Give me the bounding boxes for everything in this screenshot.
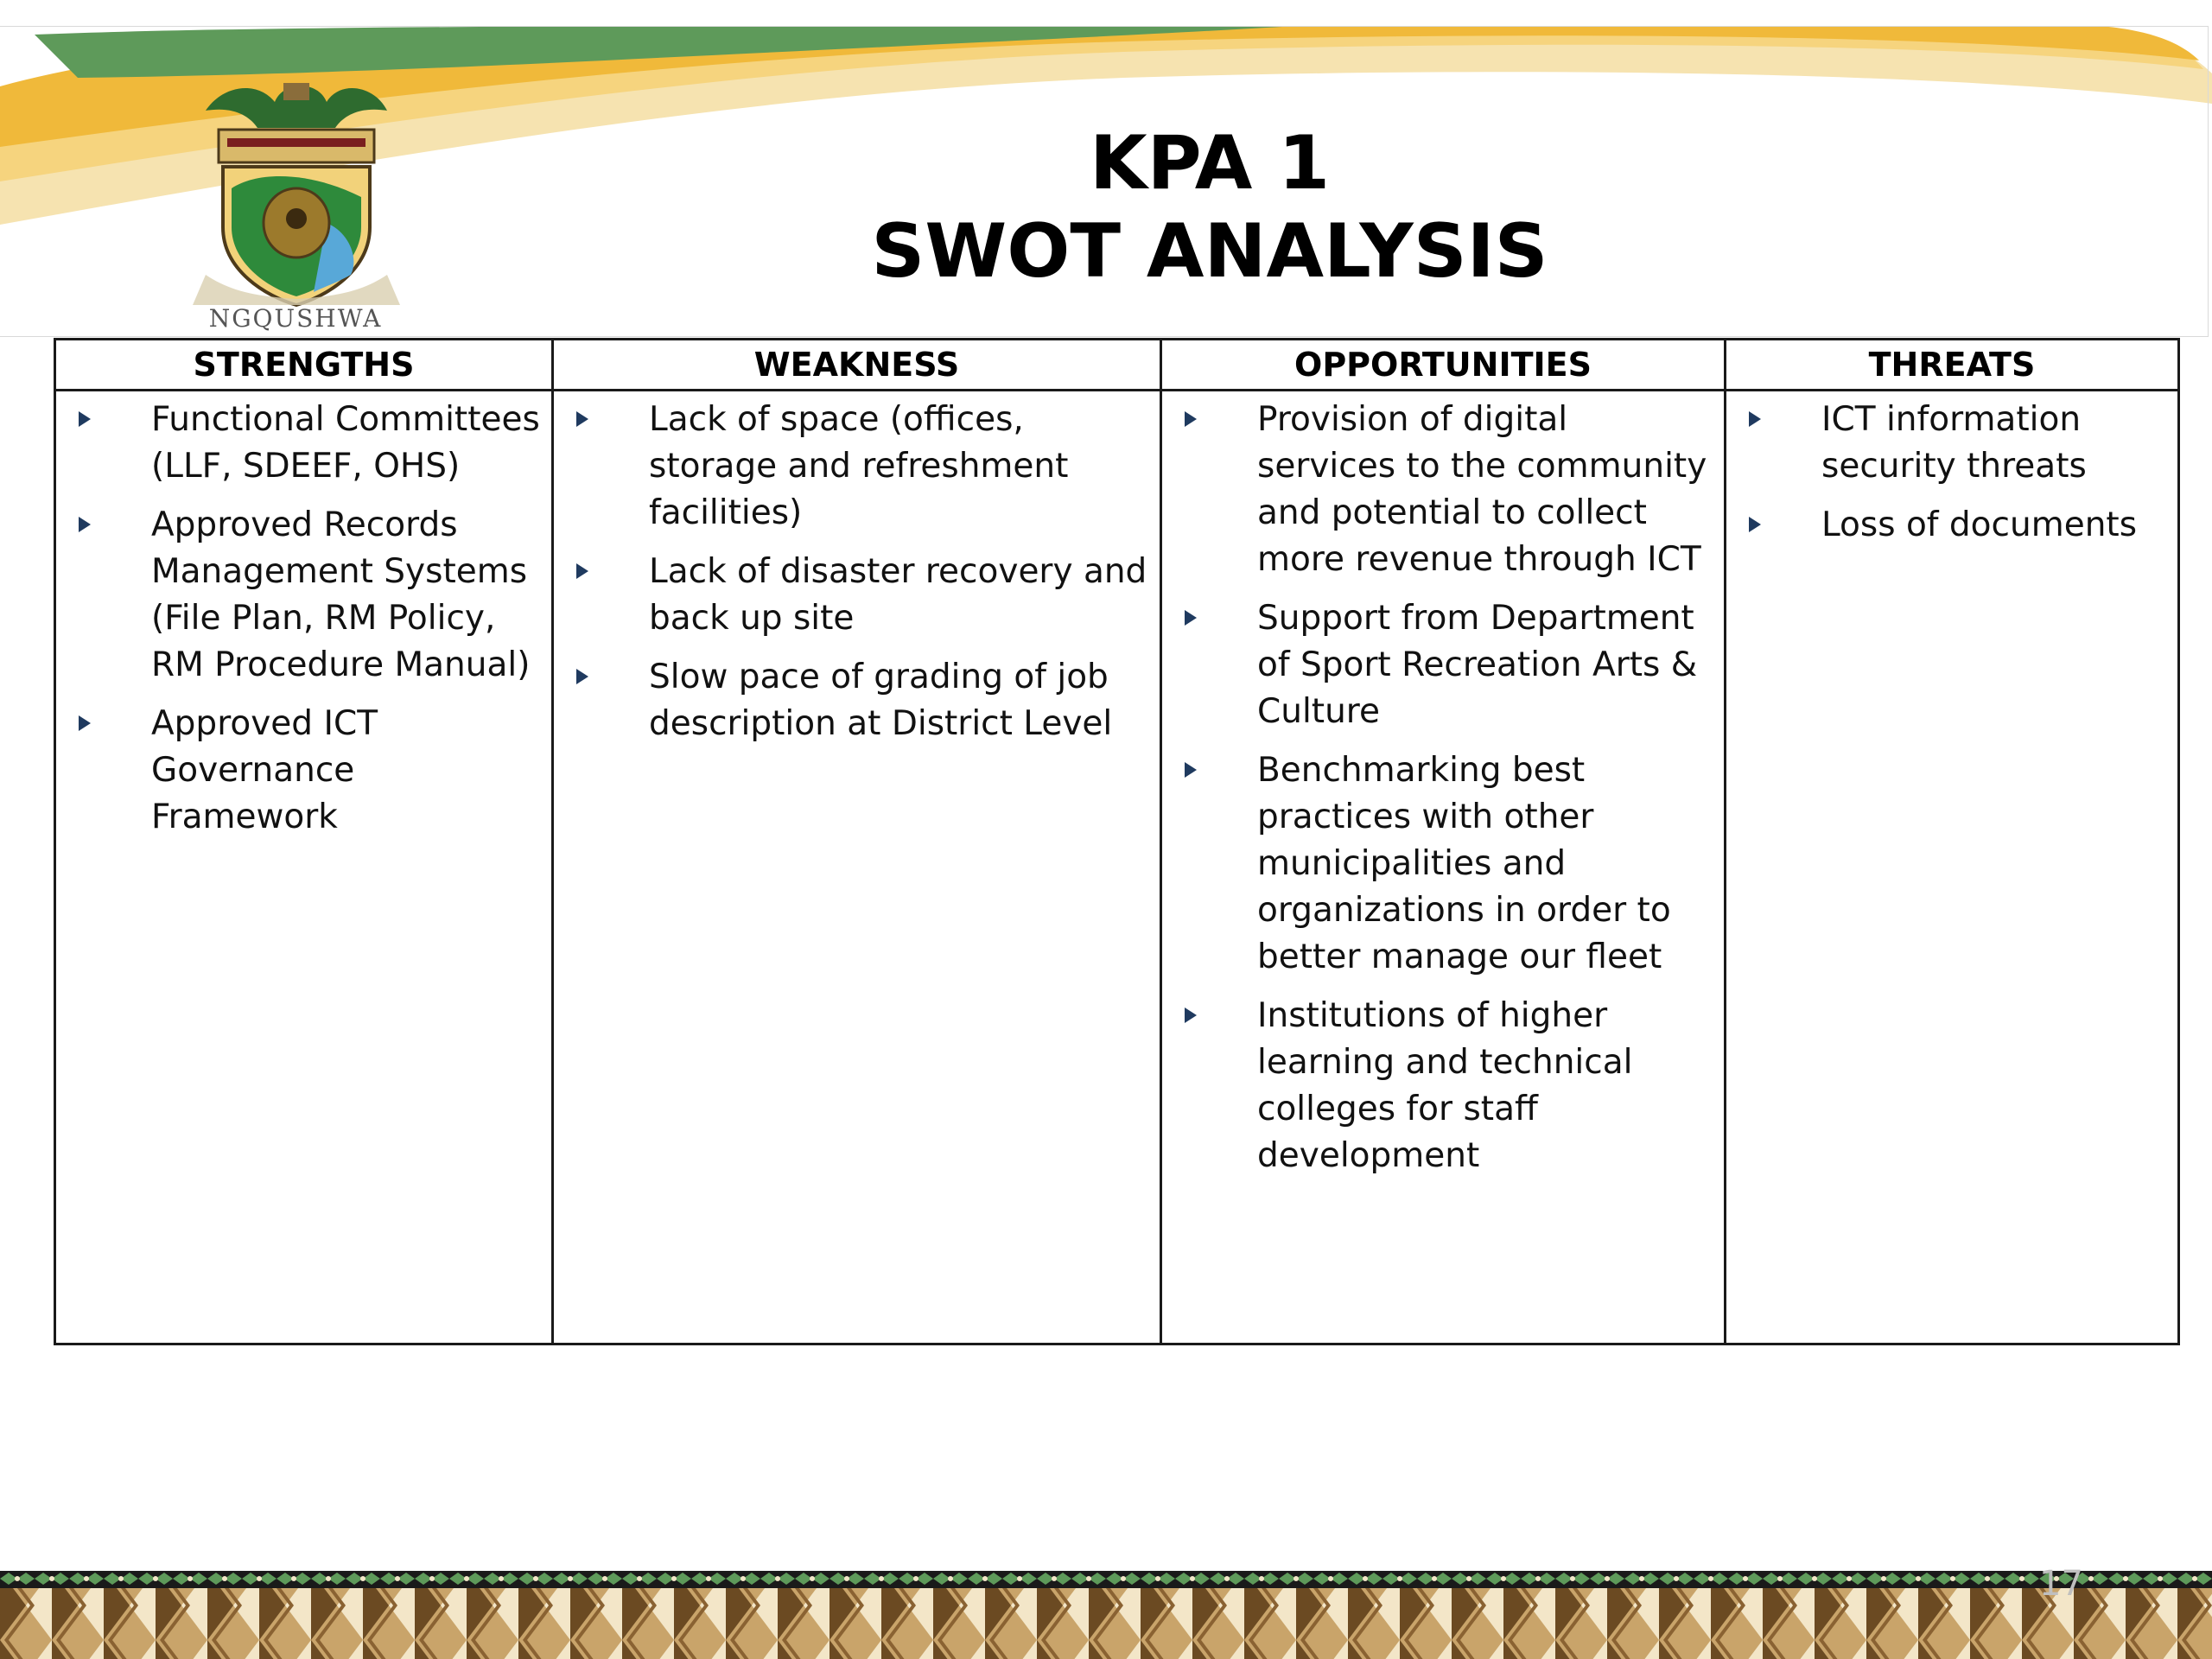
header-weakness: WEAKNESS (553, 340, 1161, 391)
weakness-cell (553, 391, 1161, 1344)
header-strengths: STRENGTHS (55, 340, 553, 391)
strengths-list (65, 397, 543, 841)
page-number-watermark: 17 (2039, 1564, 2083, 1604)
title-line-2: SWOT ANALYSIS (871, 208, 1548, 295)
bullet-arrow-icon (576, 669, 588, 684)
bullet-arrow-icon (79, 517, 91, 532)
bullet-arrow-icon (79, 715, 91, 731)
logo-wordmark: NGQUSHWA (208, 304, 383, 333)
bullet-arrow-icon (1185, 610, 1197, 626)
table-header-row (55, 340, 2179, 391)
bullet-arrow-icon (576, 563, 588, 579)
list-item (65, 502, 543, 689)
list-item-text: Slow pace of grading of job description at District Level (649, 658, 1113, 743)
list-item-text: Institutions of higher learning and technical colleges for staff development (1257, 996, 1633, 1175)
list-item (563, 654, 1151, 747)
weakness-list (563, 397, 1151, 747)
list-item (563, 397, 1151, 537)
list-item (65, 701, 543, 841)
bullet-arrow-icon (576, 411, 588, 427)
opportunities-list (1171, 397, 1715, 1179)
list-item (1171, 747, 1715, 981)
list-item (563, 549, 1151, 642)
bullet-arrow-icon (79, 411, 91, 427)
bullet-arrow-icon (1749, 517, 1761, 532)
threats-cell (1726, 391, 2179, 1344)
list-item-text: Benchmarking best practices with other municipalities and organizations in order to better manage our fleet (1257, 751, 1671, 976)
title-line-1: KPA 1 (1089, 120, 1331, 207)
strengths-cell (55, 391, 553, 1344)
list-item (1735, 502, 2169, 549)
bullet-arrow-icon (1749, 411, 1761, 427)
table-body-row (55, 391, 2179, 1344)
list-item-text: ICT information security threats (1821, 400, 2087, 486)
bullet-arrow-icon (1185, 1007, 1197, 1023)
slide-title (778, 119, 1642, 296)
list-item-text: Approved ICT Governance Framework (151, 704, 378, 836)
bullet-arrow-icon (1185, 762, 1197, 778)
list-item-text: Lack of disaster recovery and back up site (649, 552, 1147, 638)
list-item-text: Support from Department of Sport Recreation Arts & Culture (1257, 599, 1698, 731)
list-item-text: Lack of space (offices, storage and refreshment facilities) (649, 400, 1069, 532)
opportunities-cell (1161, 391, 1726, 1344)
list-item-text: Loss of documents (1821, 505, 2138, 544)
header-opportunities: OPPORTUNITIES (1161, 340, 1726, 391)
list-item (1171, 595, 1715, 735)
municipal-crest-icon (154, 76, 439, 335)
list-item (65, 397, 543, 490)
list-item-text: Approved Records Management Systems (File Plan, RM Policy, RM Procedure Manual) (151, 505, 531, 684)
footer-pattern-decoration (0, 1571, 2212, 1659)
header-threats: THREATS (1726, 340, 2179, 391)
swot-table (54, 338, 2180, 1345)
list-item-text: Functional Committees (LLF, SDEEF, OHS) (151, 400, 540, 486)
list-item (1735, 397, 2169, 490)
threats-list (1735, 397, 2169, 549)
list-item-text: Provision of digital services to the community and potential to collect more revenue through ICT (1257, 400, 1707, 579)
list-item (1171, 397, 1715, 583)
list-item (1171, 993, 1715, 1179)
bullet-arrow-icon (1185, 411, 1197, 427)
